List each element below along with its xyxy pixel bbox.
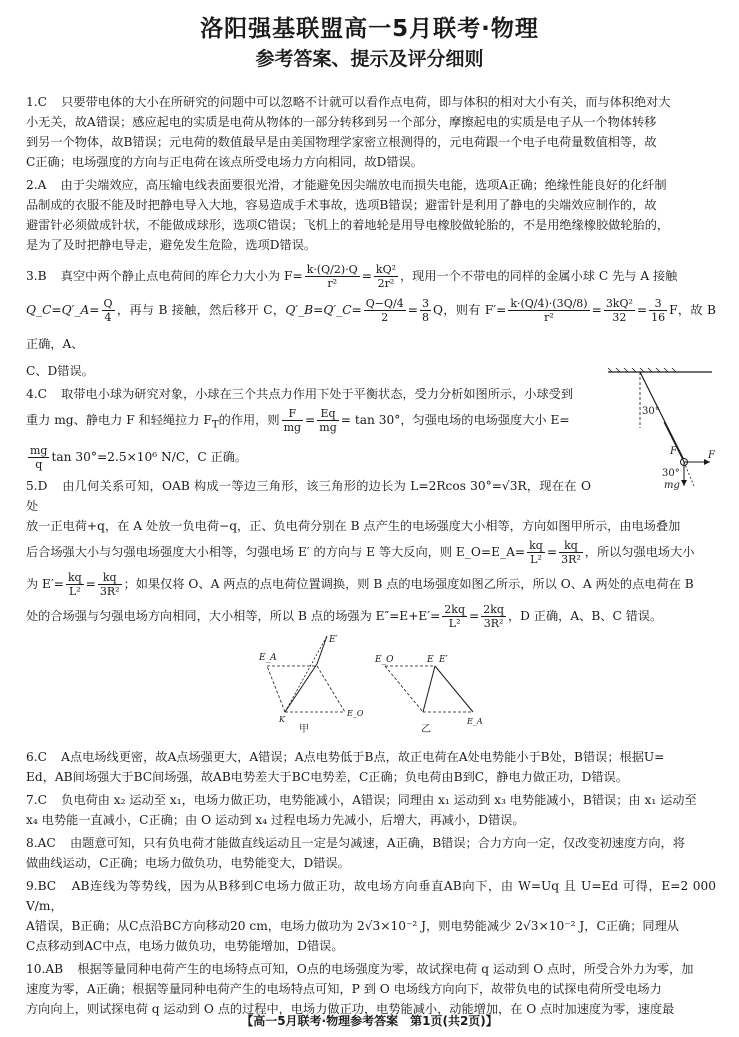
answer-item-4: 4.C 取带电小球为研究对象，小球在三个共点力作用下处于平衡状态，受力分析如图所示，小球受到 重力 mg、静电力 F 和轻绳拉力 $F_T$的作用，则 $\frac{F}{mg}$ = $\frac{Eq}{mg}$ = tan 30°，匀强电场的电场强度大小 E= $\frac{mg}{q}$ tan 30°=2.5×10⁶ N/C，C 正确。	[26, 387, 574, 472]
formula: Q_C=Q′_A=	[26, 303, 100, 317]
answer-line: 到另一个物体，故B错误；元电荷的数值最早是由美国物理学家密立根测得的，元电荷跟一个电子电荷量数值相等，故	[26, 135, 657, 149]
answer-number: 9.BC	[26, 879, 57, 894]
fraction: $\frac{kq}{\text{L²}}$	[67, 571, 82, 599]
fraction: $\frac{Q-Q/4}{2}$	[365, 297, 404, 324]
caption-jia: 甲	[299, 724, 309, 735]
answer-line: = tan 30°，匀强电场的电场强度大小 E=	[340, 413, 570, 427]
answer-line: 由几何关系可知，OAB 构成一等边三角形，该三角形的边长为 L=2Rcos 30°=√3R，现在在 O 处	[26, 479, 592, 514]
answer-content	[26, 92, 716, 1022]
answer-line: 为 E′=	[26, 577, 64, 592]
answer-line: 方向向上，则试探电荷 q 运动到 O 点的过程中，电场力做正功，电势能减小，动能增加，在 O 点时加速度为零，速度最	[26, 1002, 675, 1017]
answer-line: x₄ 电势能一直减小，C正确；由 O 运动到 x₄ 过程电场力先减小，后增大，再减小，D错误。	[26, 813, 525, 828]
answer-line: AB连线为等势线，因为从B移到C电场力做正功，故电场方向垂直AB向下，由 W=Uq 且 U=Ed 可得，E=2 000 V/m，	[26, 879, 716, 914]
answer-line: 后合场强大小与匀强电场强度大小相等，匀强电场 E′ 的方向与 E 等大反向，则 E	[26, 545, 465, 560]
answer-number: 7.C	[26, 793, 47, 808]
force-label-gravity: mg	[664, 480, 680, 490]
fraction: $\frac{kq}{\text{3R²}}$	[99, 571, 120, 599]
answer-line: 速度为零，A正确；根据等量同种电荷产生的电场特点可知，P 到 O 电场线方向向下，故带负电的试探电荷所受电场力	[26, 982, 662, 997]
fraction: $\frac{Q}{4}$	[103, 297, 113, 324]
answer-number: 4.C	[26, 387, 47, 401]
answer-line: A错误，B正确；从C点沿BC方向移动20 cm，电场力做功为 2√3×10⁻² J，则电势能减少 2√3×10⁻² J，C正确；同理从	[26, 919, 679, 934]
answer-item-1	[26, 92, 716, 172]
answer-line: 负电荷由 x₂ 运动至 x₁，电场力做正功，电势能减小，A错误；同理由 x₁ 运动到 x₃ 电势能减小，B错误；由 x₁ 运动至	[61, 793, 697, 808]
answer-line: 放一正电荷+q，在 A 处放一负电荷−q，正、负电荷分别在 B 点产生的电场强度大小相等，方向如图甲所示，由电场叠加	[26, 519, 681, 534]
answer-line: 小无关，故A错误；感应起电的实质是电荷从物体的一部分转移到另一个部分，摩擦起电的实质是电子从一个物体转移	[26, 115, 657, 129]
answer-line: 取带电小球为研究对象，小球在三个共点力作用下处于平衡状态，受力分析如图所示，小球受到	[61, 387, 574, 401]
answer-line: ；如果仅将 O、A 两点的点电荷位置调换，则 B 点的电场强度如图乙所示，所以 O、A 两处的点电荷在 B	[123, 577, 694, 592]
answer-line: tan 30°=2.5×10⁶ N/C，C 正确。	[51, 450, 248, 465]
figure-jia	[267, 636, 345, 712]
fraction: $\frac{kq}{\text{L²}}$	[529, 539, 543, 567]
answer-number: 3.B	[26, 269, 47, 283]
force-label-electric: F	[708, 450, 715, 461]
page-footer: 【高一5月联考·物理参考答案 第1页(共2页)】	[241, 1014, 498, 1028]
answer-line: ，再与 B 接触，然后移开 C，	[116, 303, 286, 317]
fraction: $\frac{\text{3kQ²}}{32}$	[605, 297, 633, 324]
answer-number: 10.AB	[26, 962, 64, 977]
label-k: K	[279, 715, 285, 724]
angle-label-top: 30°	[642, 406, 660, 417]
label-eo-jia: E_O	[347, 709, 364, 718]
answer-item-3: 3.B 真空中两个静止点电荷间的库仑力大小为 F= $\frac{k\cdot(Q/2)\cdot Q}{\text{r²}}$ = $\frac{\text{kQ²}}{\text{2r²}}$ ，现用一个不带电的同样的金属小球 C 先与 A 接触 Q_C=Q′_A= $\frac{Q}{4}$ ，再与 B 接触，然后移开 C，Q′_B=Q′_C= $\frac{Q-Q/4}{2}$ = $\frac{3}{8}$ Q，则有 F′= $\frac{k\cdot(Q/4)\cdot(3Q/8)}{\text{r²}}$ = $\frac{\text{3kQ²}}{32}$ = $\frac{3}{16}$ F，故 B 正确，A、 C、D错误。	[26, 259, 716, 381]
answer-number: 1.C	[26, 95, 47, 109]
label-eprime: E′	[329, 635, 338, 645]
answer-line: 根据等量同种电荷产生的电场特点可知，O点的电场强度为零，故试探电荷 q 运动到 O 点时，所受合外力为零，加	[77, 962, 694, 977]
fraction: $\frac{2kq}{\text{3R²}}$	[483, 603, 504, 631]
answer-line: 处的合场强与匀强电场方向相同，大小相等，所以 B 点的场强为 E″=E+E′=	[26, 609, 441, 624]
fraction: $\frac{Eq}{mg}$	[319, 407, 337, 434]
answer-line: ，现用一个不带电的同样的金属小球 C 先与 A 接触	[400, 269, 678, 283]
answer-line: C正确；电场强度的方向与正电荷在该点所受电场力方向相同，故D错误。	[26, 155, 423, 169]
answer-line: 的作用，则	[218, 413, 280, 427]
answer-line: F，故 B 正确，A、	[26, 303, 716, 351]
field-superposition-diagrams	[255, 630, 485, 735]
answer-line: C点移动到AC中点，电场力做负功，电势能增加，D错误。	[26, 939, 344, 954]
answer-item-8	[26, 833, 716, 873]
label-ea: E_A	[259, 653, 277, 663]
answer-number: 5.D	[26, 479, 48, 494]
answer-line: 重力 mg、静电力 F 和轻绳拉力 F	[26, 413, 212, 427]
answer-line: Ed，AB间场强大于BC间场强，故AB电势差大于BC电势差，C正确；负电荷由B到C，静电力做正功，D错误。	[26, 770, 628, 785]
fraction: $\frac{mg}{q}$	[30, 444, 48, 472]
answer-line: ，D 正确，A、B、C 错误。	[507, 609, 663, 624]
answer-item-9	[26, 876, 716, 956]
page-subtitle: 参考答案、提示及评分细则	[255, 48, 484, 70]
answer-line: Q，则有 F′=	[432, 303, 507, 317]
answer-line: 品制成的衣服不能及时把静电导入大地，容易造成手术事故，选项B错误；避雷针是利用了静电的尖端效应制作的，故	[26, 198, 657, 212]
label-eprime-yi: E′	[439, 655, 448, 665]
answer-item-7	[26, 790, 716, 830]
fraction: $\frac{k\cdot(Q/4)\cdot(3Q/8)}{\text{r²}}$	[510, 297, 588, 324]
formula: _O=E_A=	[464, 545, 526, 560]
answer-line: 做曲线运动，C正确；电场力做负功，电势能变大，D错误。	[26, 856, 350, 871]
angle-label-bottom: 30°	[662, 468, 680, 479]
label-e: E	[427, 655, 434, 665]
caption-yi: 乙	[421, 724, 431, 735]
pendulum-force-diagram	[600, 368, 720, 490]
answer-line: 真空中两个静止点电荷间的库仑力大小为 F=	[60, 269, 303, 283]
answer-line: 由于尖端效应，高压输电线表面要很光滑，才能避免因尖端放电而损失电能，选项A正确；绝缘性能良好的化纤制	[60, 178, 667, 192]
label-ea-yi: E_A	[467, 717, 483, 726]
answer-line: C、D错误。	[26, 364, 94, 378]
answer-number: 2.A	[26, 178, 47, 192]
answer-line: A点电场线更密，故A点场强更大，A错误；A点电势低于B点，故正电荷在A处电势能小于B处，B错误；根据U=	[61, 750, 665, 765]
coulomb-result-fraction: $\frac{\text{kQ²}}{\text{2r²}}$	[375, 263, 396, 290]
fraction: $\frac{3}{16}$	[651, 297, 666, 324]
answer-number: 6.C	[26, 750, 47, 765]
page-title: 洛阳强基联盟高一5月联考·物理	[200, 16, 539, 42]
answer-line: 只要带电体的大小在所研究的问题中可以忽略不计就可以看作点电荷，即与体积的相对大小有关，而与体积绝对大	[61, 95, 671, 109]
fraction: $\frac{2kq}{\text{L²}}$	[444, 603, 466, 631]
fraction: $\frac{F}{mg}$	[283, 407, 302, 434]
fraction: $\frac{3}{8}$	[421, 297, 429, 324]
answer-item-6	[26, 747, 716, 787]
coulomb-fraction: $\frac{k\cdot(Q/2)\cdot Q}{\text{r²}}$	[306, 263, 358, 290]
answer-line: 由题意可知，只有负电荷才能做直线运动且一定是匀减速，A正确，B错误；合力方向一定，仅改变初速度方向，将	[69, 836, 685, 851]
force-label-tension: F	[670, 446, 677, 457]
formula: Q′_B=Q′_C=	[285, 303, 362, 317]
fraction: $\frac{kq}{\text{3R²}}$	[561, 539, 581, 567]
answer-item-2	[26, 175, 716, 255]
answer-line: 是为了及时把静电导走，避免发生危险，选项D错误。	[26, 238, 317, 252]
answer-line: 避雷针必须做成针状，不能做成球形，选项C错误；飞机上的着地轮是用导电橡胶做轮胎的，不是用绝缘橡胶做轮胎的，	[26, 218, 670, 232]
label-eo-yi: E_O	[375, 655, 394, 665]
subscript: T	[211, 419, 219, 431]
answer-item-10	[26, 959, 716, 1019]
answer-line: ，所以匀强电场大小	[584, 545, 695, 560]
answer-item-5: 5.D 由几何关系可知，OAB 构成一等边三角形，该三角形的边长为 L=2Rcos 30°=√3R，现在在 O 处 放一正电荷+q，在 A 处放一负电荷−q，正、负电荷分别在 B 点产生的电场强度大小相等，方向如图甲所示，由电场叠加 后合场强大小与匀强电场强度大小相等，匀强电场 E′ 的方向与 E 等大反向，则 E_O=E_A= $\frac{kq}{\text{L²}}$ = $\frac{kq}{\text{3R²}}$ ，所以匀强电场大小 为 E′= $\frac{kq}{\text{L²}}$ = $\frac{kq}{\text{3R²}}$ ；如果仅将 O、A 两点的点电荷位置调换，则 B 点的电场强度如图乙所示，所以 O、A 两处的点电荷在 B 处的合场强与匀强电场方向相同，大小相等，所以 B 点的场强为 E″=E+E′= $\frac{2kq}{\text{L²}}$ = $\frac{2kq}{\text{3R²}}$ ，D 正确，A、B、C 错误。	[26, 476, 716, 632]
answer-number: 8.AC	[26, 836, 56, 851]
figure-yi	[385, 666, 473, 712]
